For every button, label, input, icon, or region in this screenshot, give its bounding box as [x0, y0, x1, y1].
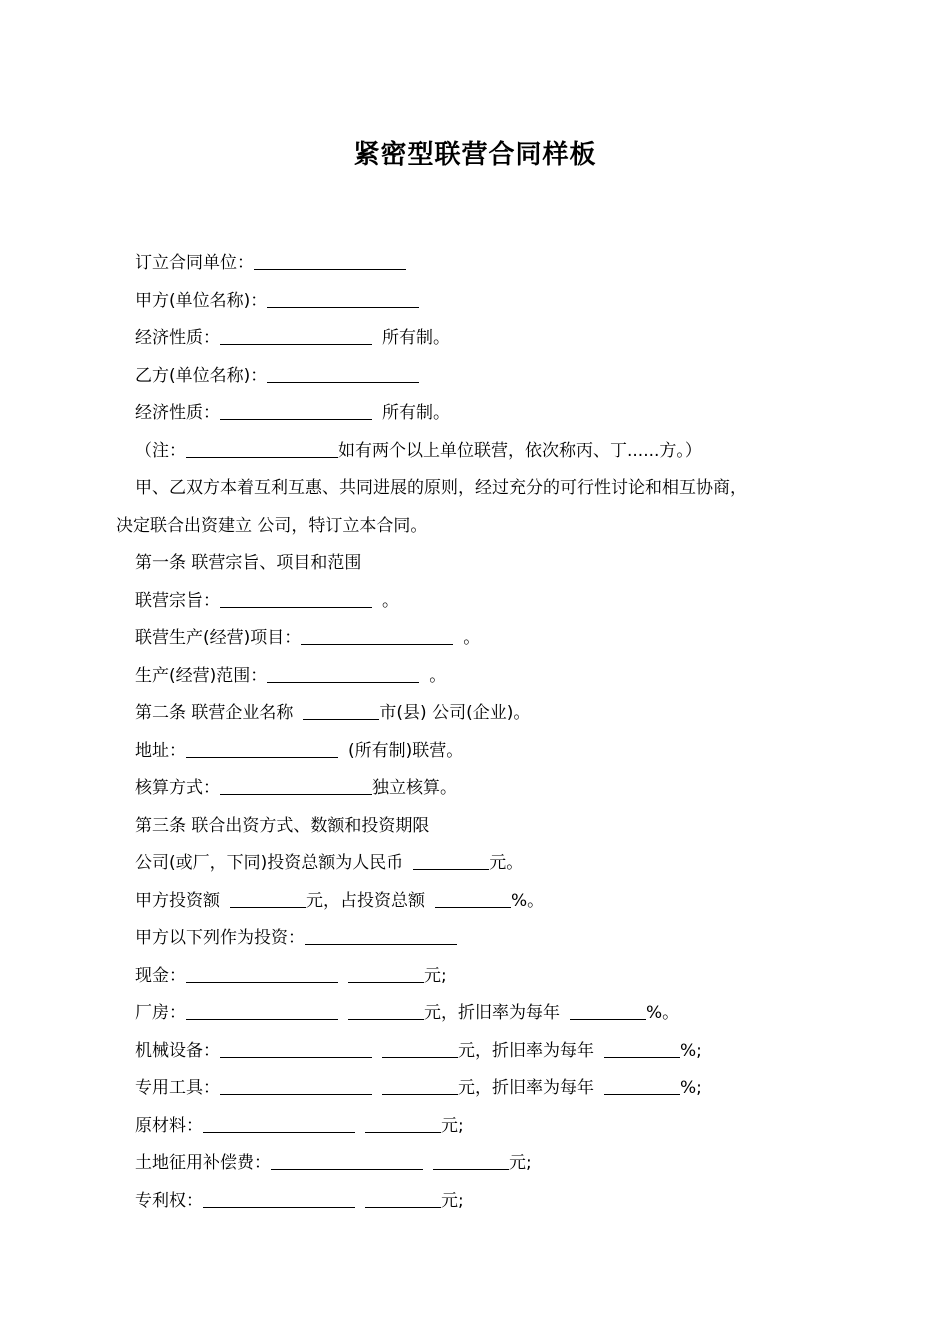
blank-field[interactable]: [203, 1112, 355, 1133]
contract-line: [0, 586, 950, 624]
blank-field[interactable]: [382, 1037, 458, 1058]
line-text: 。: [463, 628, 481, 648]
contract-line: [0, 361, 950, 399]
line-text: 机械设备：: [135, 1040, 220, 1061]
line-text: 。: [382, 590, 399, 611]
line-text: 专利权：: [135, 1190, 203, 1211]
line-text: 甲方以下列作为投资：: [135, 928, 305, 948]
line-text: 元;: [509, 1153, 532, 1173]
blank-field[interactable]: [220, 399, 372, 420]
contract-line: [0, 1036, 950, 1074]
line-text: 现金：: [135, 965, 186, 986]
contract-line: [0, 1073, 950, 1111]
line-text: 联营宗旨：: [135, 590, 220, 611]
blank-field[interactable]: [186, 737, 338, 758]
line-text: 乙方(单位名称)：: [135, 365, 268, 386]
blank-field[interactable]: [254, 249, 406, 270]
contract-line: [0, 1111, 950, 1149]
line-text: 元，折旧率为每年: [458, 1040, 594, 1061]
line-text: 经济性质：: [135, 328, 220, 348]
line-text: 甲方投资额: [135, 890, 220, 911]
blank-field[interactable]: [220, 324, 372, 345]
line-text: 第一条 联营宗旨、项目和范围: [135, 553, 362, 573]
line-text: 联营生产(经营)项目：: [135, 628, 302, 648]
contract-line: [0, 248, 950, 286]
blank-field[interactable]: [267, 362, 419, 383]
line-text: 土地征用补偿费：: [135, 1153, 271, 1173]
blank-field[interactable]: [220, 1037, 372, 1058]
blank-field[interactable]: [305, 924, 457, 945]
blank-field[interactable]: [220, 774, 372, 795]
blank-field[interactable]: [267, 287, 419, 308]
blank-field[interactable]: [186, 962, 338, 983]
contract-line: [0, 923, 950, 961]
contract-line: [0, 398, 950, 436]
blank-field[interactable]: [186, 437, 338, 458]
blank-field[interactable]: [435, 887, 511, 908]
contract-line: [0, 661, 950, 699]
line-text: 第二条 联营企业名称: [135, 703, 294, 723]
blank-field[interactable]: [267, 662, 419, 683]
contract-line: [0, 736, 950, 774]
document-title: 紧密型联营合同样板: [353, 140, 597, 170]
line-text: 厂房：: [135, 1003, 186, 1023]
blank-field[interactable]: [303, 699, 379, 720]
line-text: 元。: [489, 853, 524, 873]
contract-line: [0, 511, 950, 549]
line-text: 元，占投资总额: [306, 890, 425, 911]
blank-field[interactable]: [220, 1074, 372, 1095]
line-text: 经济性质：: [135, 403, 220, 423]
blank-field[interactable]: [570, 999, 646, 1020]
line-text: 核算方式：: [135, 778, 220, 798]
line-text: 专用工具：: [135, 1078, 220, 1098]
line-text: 所有制。: [382, 403, 450, 423]
line-text: %。: [646, 1003, 680, 1023]
contract-line: [0, 848, 950, 886]
blank-field[interactable]: [365, 1187, 441, 1208]
line-text: 甲、乙双方本着互利互惠、共同进展的原则，经过充分的可行性讨论和相互协商，: [135, 478, 747, 498]
blank-field[interactable]: [348, 962, 424, 983]
line-text: 如有两个以上单位联营，依次称丙、丁......方。）: [338, 440, 702, 461]
blank-field[interactable]: [413, 849, 489, 870]
blank-field[interactable]: [348, 999, 424, 1020]
blank-field[interactable]: [186, 999, 338, 1020]
line-text: 所有制。: [382, 328, 450, 348]
blank-field[interactable]: [433, 1149, 509, 1170]
article-heading: [0, 548, 950, 586]
line-text: 元;: [441, 1115, 464, 1136]
blank-field[interactable]: [230, 887, 306, 908]
line-text: 第三条 联合出资方式、数额和投资期限: [135, 815, 430, 836]
line-text: 订立合同单位：: [135, 253, 254, 273]
line-text: 。: [429, 665, 447, 686]
blank-field[interactable]: [271, 1149, 423, 1170]
line-text: 决定联合出资建立 公司，特订立本合同。: [116, 515, 428, 536]
contract-line: [0, 886, 950, 924]
line-text: (所有制)联营。: [348, 740, 464, 761]
line-text: 元，折旧率为每年: [424, 1003, 560, 1023]
line-text: %;: [680, 1040, 702, 1061]
contract-line: [0, 1148, 950, 1186]
line-text: （注：: [135, 440, 186, 461]
line-text: %;: [680, 1078, 702, 1098]
line-text: 地址：: [135, 740, 186, 761]
line-text: 甲方(单位名称)：: [135, 290, 268, 311]
blank-field[interactable]: [220, 587, 372, 608]
contract-line: [0, 1186, 950, 1224]
article-heading: [0, 811, 950, 849]
blank-field[interactable]: [365, 1112, 441, 1133]
contract-line: [0, 773, 950, 811]
line-text: 独立核算。: [372, 778, 457, 798]
contract-line: [0, 286, 950, 324]
line-text: 生产(经营)范围：: [135, 665, 268, 686]
line-text: 市(县) 公司(企业)。: [379, 703, 531, 723]
blank-field[interactable]: [203, 1187, 355, 1208]
line-text: 元;: [441, 1190, 464, 1211]
contract-line: [0, 436, 950, 474]
blank-field[interactable]: [604, 1074, 680, 1095]
contract-line: [0, 998, 950, 1036]
contract-line: [0, 473, 950, 511]
blank-field[interactable]: [301, 624, 453, 645]
line-text: 原材料：: [135, 1115, 203, 1136]
contract-line: [0, 623, 950, 661]
line-text: %。: [511, 890, 545, 911]
blank-field[interactable]: [604, 1037, 680, 1058]
line-text: 公司(或厂，下同)投资总额为人民币: [135, 853, 404, 873]
contract-body: [0, 248, 950, 1223]
contract-line: [0, 961, 950, 999]
blank-field[interactable]: [382, 1074, 458, 1095]
article-heading: [0, 698, 950, 736]
line-text: 元，折旧率为每年: [458, 1078, 594, 1098]
line-text: 元;: [424, 965, 447, 986]
contract-line: [0, 323, 950, 361]
